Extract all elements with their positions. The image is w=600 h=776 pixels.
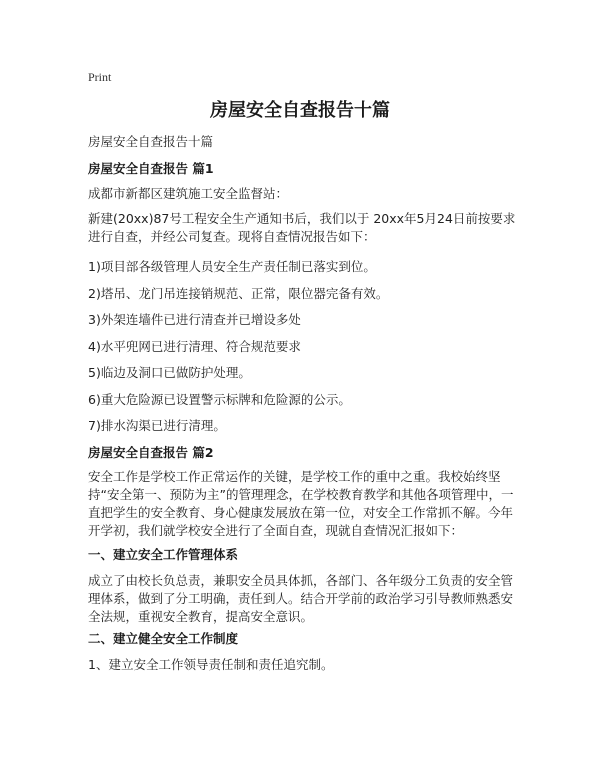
section2-heading: 房屋安全自查报告 篇2 <box>88 445 214 460</box>
document-subtitle: 房屋安全自查报告十篇 <box>88 134 214 149</box>
list-item: 5)临边及洞口已做防护处理。 <box>88 365 251 380</box>
section1-heading: 房屋安全自查报告 篇1 <box>88 161 214 176</box>
section2-intro: 安全工作是学校工作正常运作的关键，是学校工作的重中之重。我校始终坚持“安全第一、预防为主”的管理理念，在学校教育教学和其他各项管理中，一直把学生的安全教育、身心健康发展放在第一位，对安全工作常抓不解。今年开学初，我们就学校安全进行了全面自查，现就自查情况汇报如下： <box>88 469 514 538</box>
section2-sub1-body: 成立了由校长负总责，兼职安全员具体抓，各部门、各年级分工负责的安全管理体系，做到了分工明确，责任到人。结合开学前的政治学习引导教师熟悉安全法规，重视安全教育，提高安全意识。 <box>88 573 514 624</box>
list-item: 1)项目部各级管理人员安全生产责任制已落实到位。 <box>88 259 376 274</box>
section2-sub1-heading: 一、建立安全工作管理体系 <box>88 547 239 562</box>
section1-recipient: 成都市新都区建筑施工安全监督站： <box>88 186 289 201</box>
list-item: 7)排水沟渠已进行清理。 <box>88 418 226 433</box>
list-item: 4)水平兜网已进行清理、符合规范要求 <box>88 339 301 354</box>
section1-intro: 新建(20xx)87号工程安全生产通知书后，我们以于 20xx年5月24日前按要求进行自查，并经公司复查。现将自查情况报告如下： <box>88 211 516 244</box>
document-title: 房屋安全自查报告十篇 <box>210 100 390 121</box>
section2-sub2-item1: 1、建立安全工作领导责任制和责任追究制。 <box>88 657 334 672</box>
list-item: 6)重大危险源已设置警示标牌和危险源的公示。 <box>88 392 351 407</box>
section2-sub2-heading: 二、建立健全安全工作制度 <box>88 631 239 646</box>
print-link[interactable]: Print <box>88 70 112 84</box>
list-item: 3)外架连墙件已进行清查并已增设多处 <box>88 312 301 327</box>
list-item: 2)塔吊、龙门吊连接销规范、正常，限位器完备有效。 <box>88 286 389 301</box>
